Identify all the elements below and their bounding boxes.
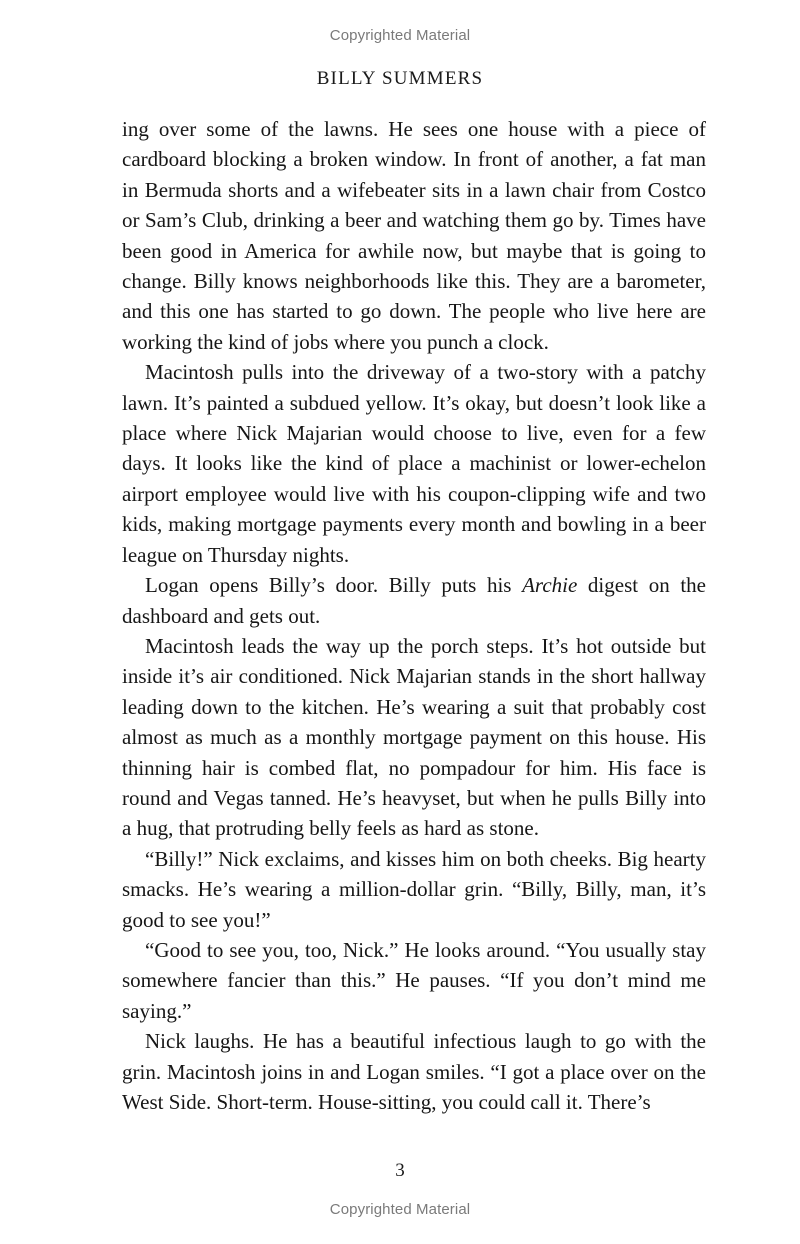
page-number: 3 [395,1160,405,1181]
copyright-watermark-top: Copyrighted Material [329,27,471,44]
paragraph-2: Macintosh pulls into the driveway of a two-story with a patchy lawn. It’s painted a subdued yellow. It’s okay, but doesn’t look like a place where Nick Majarian would choose to live, even for a few days. It looks like the kind of place a machinist or lower-echelon airport employee would live with his coupon-clipping wife and two kids, making mortgage payments every month and bowling in a beer league on Thursday nights. [122,360,706,567]
paragraph-4: Macintosh leads the way up the porch steps. It’s hot outside but inside it’s air conditioned. Nick Majarian stands in the short hallway leading down to the kitchen. He’s wearing a suit that probably cost almost as much as a monthly mortgage payment on this house. His thinning hair is combed flat, no pompadour for him. His face is round and Vegas tanned. He’s heavyset, but when he pulls Billy into a hug, that protruding belly feels as hard as stone. [122,633,706,841]
paragraph-3 [122,570,706,631]
copyright-watermark-bottom: Copyrighted Material [329,1201,471,1218]
body-text [122,114,706,1117]
paragraph-3-text-before: Logan opens Billy’s door. Billy puts his [145,573,523,598]
paragraph-6: “Good to see you, too, Nick.” He looks around. “You usually stay somewhere fancier than this.” He pauses. “If you don’t mind me saying.” [122,937,706,1023]
paragraph-7: Nick laughs. He has a beautiful infectious laugh to go with the grin. Macintosh joins in and Logan smiles. “I got a place over on the West Side. Short-term. House-sitting, you could call it. There’s [122,1029,706,1114]
italic-title-archie: Archie [522,573,578,598]
running-head-book-title: BILLY SUMMERS [316,68,484,89]
paragraph-1: ing over some of the lawns. He sees one house with a piece of cardboard blocking a broken window. In front of another, a fat man in Bermuda shorts and a wifebeater sits in a lawn chair from Costco or Sam’s Club, drinking a beer and watching them go by. Times have been good in America for awhile now, but maybe that is going to change. Billy knows neighborhoods like this. They are a barometer, and this one has started to go down. The people who live here are working the kind of jobs where you punch a clock. [122,117,706,354]
paragraph-5: “Billy!” Nick exclaims, and kisses him on both cheeks. Big hearty smacks. He’s wearing a million-dollar grin. “Billy, Billy, man, it’s good to see you!” [122,846,706,932]
paragraph-3-text-after: digest on the dashboard and gets out. [122,573,706,628]
